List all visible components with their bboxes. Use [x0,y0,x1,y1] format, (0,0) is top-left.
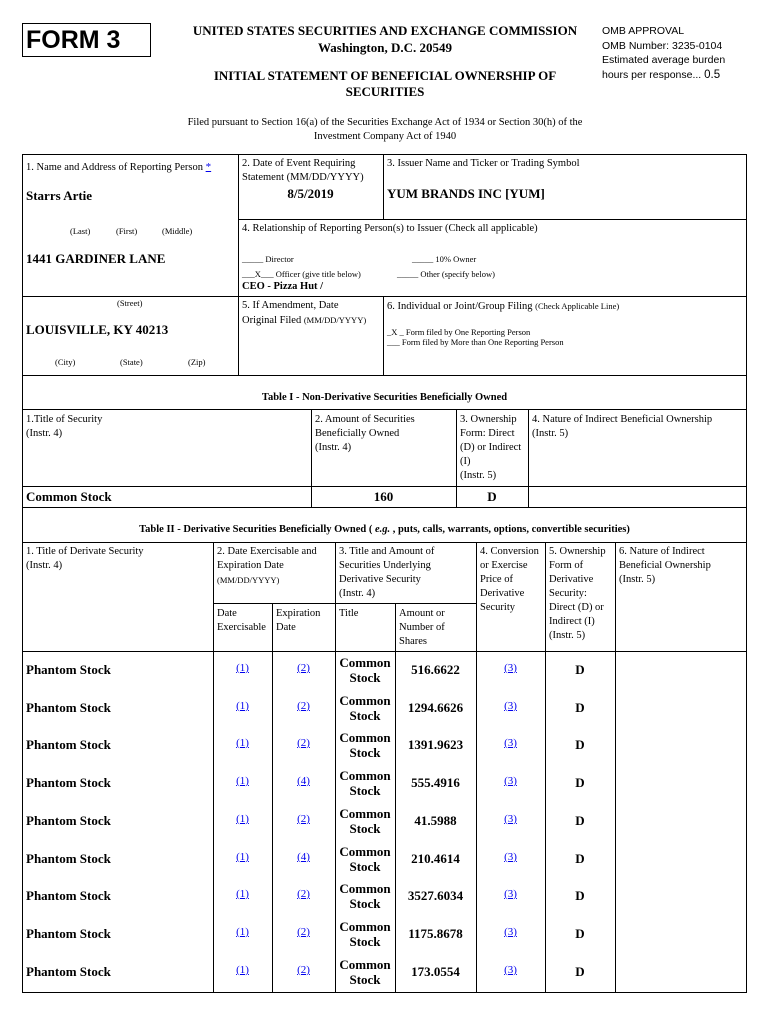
footnote-link[interactable]: (1) [236,964,249,976]
t2-ownership-form: D [575,964,585,979]
t2-underlying-title [335,730,395,760]
table-1-title: Table I - Non-Derivative Securities Beneficially Owned [261,392,508,403]
t2-underlying-title-line2: Stock [349,972,381,987]
t1-col-title-header [26,413,102,441]
burden-line1: Estimated average burden [602,54,726,66]
t2-col3-line: 3. Title and Amount of [339,546,435,557]
footnote-link[interactable]: (1) [236,775,249,787]
t1-col3-line: Form: Direct [460,428,515,439]
amendment-label-1: 5. If Amendment, Date [242,300,339,311]
t2-col2a-line: Date [217,608,237,619]
t2-amount: 1294.6626 [407,700,464,715]
t2-price-footnote-link[interactable] [476,847,545,865]
director-option: _____ Director [242,254,294,264]
t2-price-footnote-link[interactable] [476,960,545,978]
footnote-link[interactable]: (2) [297,964,310,976]
t2-amount: 516.6622 [411,662,460,677]
t2-amount: 173.0554 [411,964,460,979]
t2-exercisable-footnote-link[interactable] [213,658,272,676]
t1-col-amount-header [315,413,415,455]
t1-col3-line: 3. Ownership [460,414,517,425]
footnote-link[interactable]: (2) [297,813,310,825]
footnote-link[interactable]: (3) [504,964,517,976]
reporting-person-label-text: 1. Name and Address of Reporting Person [26,162,204,173]
t2-exercisable-footnote-link[interactable] [213,922,272,940]
t2-col3-line: Securities Underlying [339,560,431,571]
t1-form: D [487,489,497,504]
t1-col-nature-header [532,413,712,441]
asterisk-footnote-link[interactable]: * [205,161,212,173]
footnote-link[interactable]: (1) [236,851,249,863]
officer-title: CEO - Pizza Hut / [242,281,324,292]
t2-expiration-footnote-link[interactable] [272,658,335,676]
t1-col2-line: (Instr. 4) [315,442,352,453]
t2-amount: 3527.6034 [407,888,464,903]
t2-underlying-title [335,768,395,798]
t2-price-footnote-link[interactable] [476,696,545,714]
reporting-person-label [26,160,211,175]
agency-block [170,22,600,56]
t2-security: Phantom Stock [26,737,111,752]
t2-col3b-line: Number of [399,622,445,633]
t2-price-footnote-link[interactable] [476,658,545,676]
t2-underlying-title [335,693,395,723]
event-date-label-2: Statement (MM/DD/YYYY) [242,172,364,183]
t2-underlying-title-line2: Stock [349,934,381,949]
t2-ownership-form: D [575,775,585,790]
reporting-person-name: Starrs Artie [26,188,93,203]
t2-col4-line: Security [480,602,515,613]
statement-title-line2: SECURITIES [345,84,425,99]
t2-col2b-line: Date [276,622,296,633]
t1-col2-line: Beneficially Owned [315,428,400,439]
t2-ownership-form: D [575,700,585,715]
omb-block [602,24,752,82]
issuer-value: YUM BRANDS INC [YUM] [387,186,545,201]
t1-col1-line: (Instr. 4) [26,428,63,439]
t2-col2-line: 2. Date Exercisable and [217,546,317,557]
t1-col1-line: 1.Title of Security [26,414,103,425]
t2-col5-line: Direct (D) or [549,602,604,613]
t2-col-ownership-header [549,545,606,643]
table-2-title-post: , puts, calls, warrants, options, convertible securities) [390,524,630,535]
footnote-link[interactable]: (1) [236,737,249,749]
t2-col4-line: Price of [480,574,513,585]
footnote-link[interactable]: (4) [297,775,310,787]
t2-underlying-title-line2: Stock [349,745,381,760]
burden-line2: hours per response... [602,68,702,81]
issuer-label: 3. Issuer Name and Ticker or Trading Symbol [387,158,580,169]
relationship-label: 4. Relationship of Reporting Person(s) to Issuer (Check all applicable) [242,223,538,234]
t2-col3b-line: Shares [399,636,427,647]
footnote-link[interactable]: (3) [504,813,517,825]
t2-col5-line: Indirect (I) [549,616,595,627]
t2-expiration-footnote-link[interactable] [272,884,335,902]
footnote-link[interactable]: (1) [236,700,249,712]
t2-ownership-form: D [575,737,585,752]
t2-underlying-title [335,806,395,836]
footnote-link[interactable]: (3) [504,775,517,787]
t2-col5-line: (Instr. 5) [549,630,586,641]
t2-col2a-line: Exercisable [217,622,266,633]
ten-pct-owner-option: _____ 10% Owner [412,254,477,264]
footnote-link[interactable]: (1) [236,813,249,825]
amendment-label-small: (MM/DD/YYYY) [303,315,367,325]
t2-col-conversion-header [480,545,539,615]
t2-expiration-footnote-link[interactable] [272,847,335,865]
t2-underlying-title [335,957,395,987]
t1-col3-line: (Instr. 5) [460,470,497,481]
t2-underlying-title-line1: Common [339,655,391,670]
t2-expiration-footnote-link[interactable] [272,733,335,751]
one-person-option: _X _ Form filed by One Reporting Person [387,327,531,337]
footnote-link[interactable]: (1) [236,662,249,674]
t2-security: Phantom Stock [26,888,111,903]
t2-col-underlying-header [339,545,434,601]
t2-ownership-form: D [575,851,585,866]
filing-label [387,299,619,314]
t1-col-ownership-header [460,413,521,483]
street-value: 1441 GARDINER LANE [26,251,166,266]
t2-col2b-line: Expiration [276,608,321,619]
footnote-link[interactable]: (3) [504,888,517,900]
t2-col-underlying-title-header: Title [339,608,359,619]
t2-exercisable-footnote-link[interactable] [213,809,272,827]
t2-ownership-form: D [575,926,585,941]
t2-col5-line: Security: [549,588,587,599]
t1-col4-line: (Instr. 5) [532,428,569,439]
city-state-zip-value: LOUISVILLE, KY 40213 [26,322,169,337]
t2-security: Phantom Stock [26,662,111,677]
filed-line1: Filed pursuant to Section 16(a) of the Securities Exchange Act of 1934 or Section 30(h) of the [187,117,583,128]
street-label: (Street) [117,298,143,308]
t2-col-expiration-header [276,607,320,635]
footnote-link[interactable]: (2) [297,926,310,938]
t2-security: Phantom Stock [26,775,111,790]
t1-amount: 160 [373,489,394,504]
t2-amount: 555.4916 [411,775,460,790]
table-2-title-eg: e.g. [374,524,391,535]
t2-col4-line: 4. Conversion [480,546,539,557]
t2-underlying-title-line1: Common [339,919,391,934]
omb-number: OMB Number: 3235-0104 [602,39,723,52]
t2-underlying-title-line2: Stock [349,896,381,911]
form-title: FORM 3 [26,26,121,54]
amendment-label-2: Original Filed [242,315,302,326]
t2-expiration-footnote-link[interactable] [272,696,335,714]
first-label: (First) [116,226,138,236]
t2-col-dates-header [217,545,317,587]
t2-underlying-title-line1: Common [339,768,391,783]
t2-ownership-form: D [575,662,585,677]
form-title-box [22,23,151,57]
event-date-label-1: 2. Date of Event Requiring [242,158,356,169]
city-label: (City) [55,357,76,367]
footnote-link[interactable]: (2) [297,662,310,674]
t2-exercisable-footnote-link[interactable] [213,884,272,902]
footnote-link[interactable]: (3) [504,926,517,938]
agency-name: UNITED STATES SECURITIES AND EXCHANGE COMMISSION [192,23,578,38]
t2-underlying-title-line1: Common [339,957,391,972]
t2-col-title-header [26,545,144,573]
agency-location: Washington, D.C. 20549 [318,40,452,55]
officer-option: ___X___ Officer (give title below) [242,269,361,279]
footnote-link[interactable]: (4) [297,851,310,863]
table-2-title [22,524,747,535]
t2-col4-line: or Exercise [480,560,528,571]
t2-underlying-title [335,919,395,949]
t2-expiration-footnote-link[interactable] [272,809,335,827]
t2-expiration-footnote-link[interactable] [272,922,335,940]
omb-approval: OMB APPROVAL [602,25,685,37]
footnote-link[interactable]: (3) [504,851,517,863]
t1-col2-line: 2. Amount of Securities [315,414,415,425]
t2-col5-line: Derivative [549,574,594,585]
t2-underlying-title-line1: Common [339,806,391,821]
t2-price-footnote-link[interactable] [476,922,545,940]
t2-col5-line: 5. Ownership [549,546,606,557]
t2-col6-line: 6. Nature of Indirect [619,546,705,557]
t2-underlying-title-line1: Common [339,881,391,896]
t2-underlying-title [335,655,395,685]
t2-underlying-title-line2: Stock [349,670,381,685]
t2-col5-line: Form of [549,560,584,571]
t2-col-nature-header [619,545,711,587]
filing-label-small: (Check Applicable Line) [535,301,620,311]
statement-title [170,68,600,100]
t2-col3-line: Derivative Security [339,574,421,585]
statement-title-line1: INITIAL STATEMENT OF BENEFICIAL OWNERSHIP OF [213,68,557,83]
t2-underlying-title [335,881,395,911]
t2-underlying-title-line1: Common [339,693,391,708]
footnote-link[interactable]: (2) [297,737,310,749]
t2-col-amount-header [399,607,445,649]
state-label: (State) [120,357,143,367]
filing-label-text: 6. Individual or Joint/Group Filing [387,301,533,312]
t2-underlying-title-line2: Stock [349,821,381,836]
footnote-link[interactable]: (3) [504,662,517,674]
last-label: (Last) [70,226,91,236]
t2-ownership-form: D [575,813,585,828]
t2-col3b-line: Amount or [399,608,445,619]
t2-col3-line: (Instr. 4) [339,588,376,599]
multiple-persons-option: ___ Form filed by More than One Reporting Person [387,337,564,347]
t2-price-footnote-link[interactable] [476,771,545,789]
t2-security: Phantom Stock [26,813,111,828]
t2-col6-line: (Instr. 5) [619,574,656,585]
t2-underlying-title-line1: Common [339,730,391,745]
t2-exercisable-footnote-link[interactable] [213,733,272,751]
t1-col3-line: (D) or Indirect [460,442,522,453]
footnote-link[interactable]: (3) [504,700,517,712]
t1-col4-line: 4. Nature of Indirect Beneficial Ownership [532,414,713,425]
footnote-link[interactable]: (2) [297,700,310,712]
t2-price-footnote-link[interactable] [476,809,545,827]
t2-underlying-title-line2: Stock [349,783,381,798]
t2-underlying-title-line2: Stock [349,708,381,723]
t2-amount: 1391.9623 [407,737,464,752]
footnote-link[interactable]: (3) [504,737,517,749]
filed-line2: Investment Company Act of 1940 [313,131,457,142]
t2-price-footnote-link[interactable] [476,733,545,751]
t2-exercisable-footnote-link[interactable] [213,960,272,978]
t2-col2-line: Expiration Date [217,560,284,571]
middle-label: (Middle) [162,226,193,236]
footnote-link[interactable]: (2) [297,888,310,900]
t2-col4-line: Derivative [480,588,525,599]
t2-ownership-form: D [575,888,585,903]
burden-value: 0.5 [704,68,721,81]
filed-pursuant [130,116,640,144]
t2-underlying-title-line2: Stock [349,859,381,874]
t2-security: Phantom Stock [26,851,111,866]
t2-col1-line: 1. Title of Derivate Security [26,546,144,557]
t2-security: Phantom Stock [26,964,111,979]
amendment-label [242,299,366,328]
zip-label: (Zip) [188,357,206,367]
t2-col2-small: (MM/DD/YYYY) [217,575,280,585]
table-2-title-pre: Table II - Derivative Securities Beneficially Owned ( [139,524,375,535]
footnote-link[interactable]: (1) [236,888,249,900]
t2-exercisable-footnote-link[interactable] [213,771,272,789]
other-option: _____ Other (specify below) [397,269,495,279]
t2-exercisable-footnote-link[interactable] [213,696,272,714]
event-date-value: 8/5/2019 [287,186,334,201]
t2-exercisable-footnote-link[interactable] [213,847,272,865]
t2-col1-line: (Instr. 4) [26,560,63,571]
t1-security: Common Stock [26,489,112,504]
t2-col6-line: Beneficial Ownership [619,560,711,571]
t2-amount: 41.5988 [414,813,457,828]
t2-expiration-footnote-link[interactable] [272,960,335,978]
t2-underlying-title [335,844,395,874]
t2-security: Phantom Stock [26,926,111,941]
t2-col-exercisable-header [217,607,266,635]
t1-col3-line: (I) [460,456,471,467]
t2-underlying-title-line1: Common [339,844,391,859]
t2-amount: 210.4614 [411,851,460,866]
t2-security: Phantom Stock [26,700,111,715]
t2-expiration-footnote-link[interactable] [272,771,335,789]
footnote-link[interactable]: (1) [236,926,249,938]
t2-price-footnote-link[interactable] [476,884,545,902]
event-date-label [242,157,364,185]
t2-amount: 1175.8678 [408,926,463,941]
